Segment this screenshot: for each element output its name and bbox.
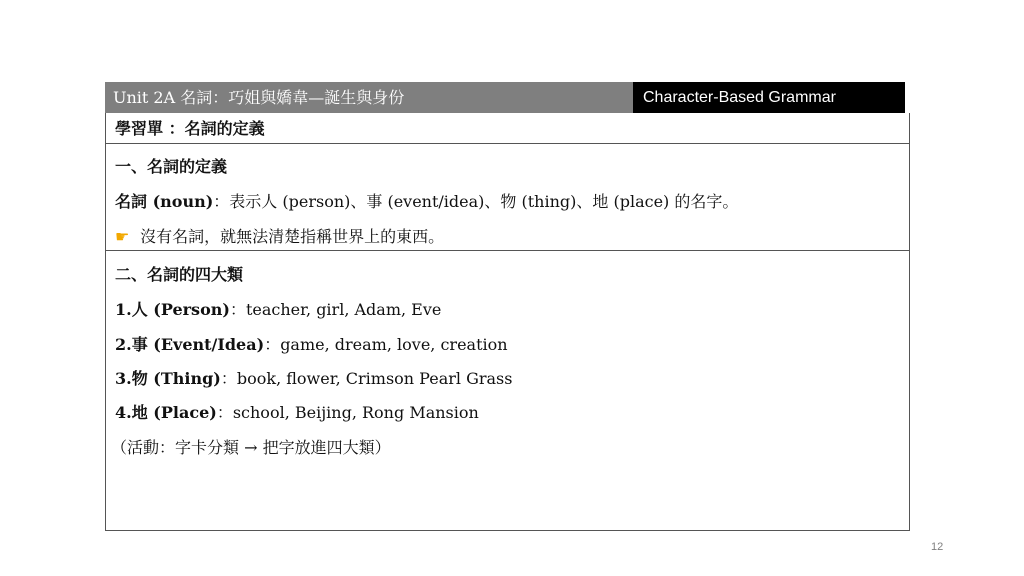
course-label: Character-Based Grammar (633, 82, 905, 113)
category-label: 2.事 (Event/Idea) (115, 335, 265, 354)
definition-text: ：表示人 (person)、事 (event/idea)、物 (thing)、地 (place) 的名字。 (213, 192, 739, 211)
category-examples: ：game, dream, love, creation (264, 335, 508, 354)
category-item (115, 335, 508, 355)
worksheet-title-row (106, 113, 909, 144)
section2-heading: 二、名詞的四大類 (115, 265, 244, 284)
worksheet-title: 學習單 ：名詞的定義 (115, 119, 265, 138)
definition-section (106, 144, 909, 251)
category-item (115, 300, 441, 320)
header-bar (105, 82, 905, 113)
category-examples: ：book, flower, Crimson Pearl Grass (220, 369, 513, 388)
category-label: 4.地 (Place) (115, 403, 217, 422)
category-label: 1.人 (Person) (115, 300, 230, 319)
category-item (115, 369, 512, 389)
note-text: 沒有名詞，就無法清楚指稱世界上的東西。 (140, 227, 445, 246)
definition-line (115, 192, 738, 212)
note-line (115, 227, 444, 247)
category-examples: ：teacher, girl, Adam, Eve (229, 300, 442, 319)
category-item (115, 403, 479, 423)
pointing-hand-icon: ☛ (115, 227, 130, 246)
categories-section (106, 251, 909, 530)
category-label: 3.物 (Thing) (115, 369, 221, 388)
category-examples: ：school, Beijing, Rong Mansion (216, 403, 479, 422)
page-number: 12 (931, 541, 944, 553)
unit-title: Unit 2A 名詞：巧姐與嬌韋—誕生與身份 (105, 82, 633, 113)
activity-note: （活動：字卡分類 → 把字放進四大類） (111, 438, 391, 457)
section1-heading: 一、名詞的定義 (115, 157, 228, 176)
definition-term: 名詞 (noun) (115, 192, 214, 211)
worksheet-table (105, 113, 910, 531)
